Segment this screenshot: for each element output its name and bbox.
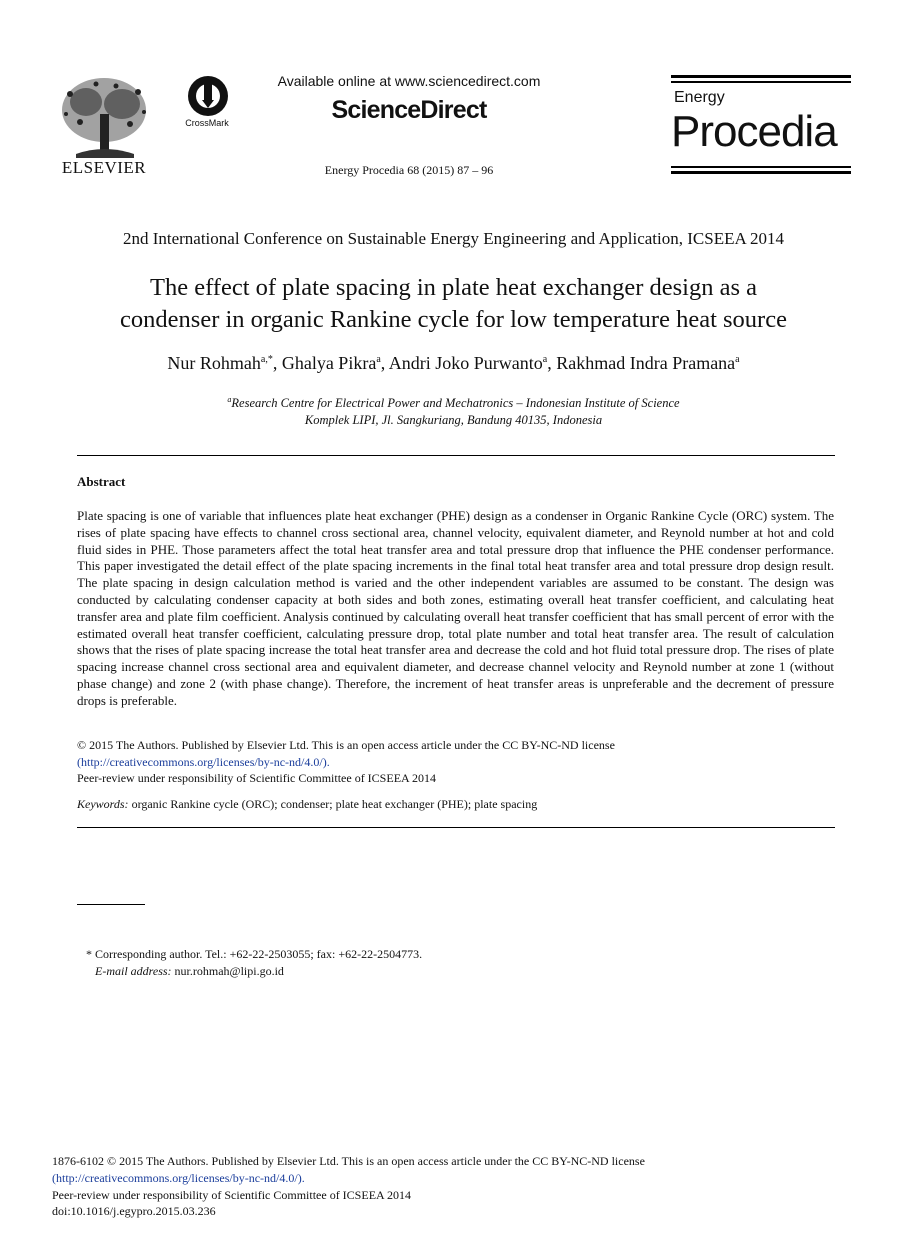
paper-title [60, 272, 847, 336]
affiliation-mark: a [227, 395, 232, 404]
license-text: © 2015 The Authors. Published by Elsevier Ltd. This is an open access article under the CC BY-NC-ND license [77, 738, 615, 752]
elsevier-wordmark: ELSEVIER [61, 158, 147, 177]
author-separator: , [272, 353, 282, 373]
author-name: Rakhmad Indra Pramana [556, 353, 736, 373]
author-separator: , [547, 353, 557, 373]
journal-name-small: Energy [674, 89, 725, 106]
license-block [77, 737, 834, 787]
paper-title-line2: condenser in organic Rankine cycle for low temperature heat source [120, 306, 787, 333]
author-separator: , [380, 353, 389, 373]
paper-title-line1: The effect of plate spacing in plate heat exchanger design as a [149, 274, 757, 301]
crossmark-label: CrossMark [185, 118, 229, 128]
footnote [86, 946, 826, 979]
author-affiliation-mark: a [542, 354, 548, 365]
author-affiliation-mark: a [735, 354, 740, 365]
abstract-heading: Abstract [77, 474, 126, 489]
affiliation-line2: Komplek LIPI, Jl. Sangkuriang, Bandung 40135, Indonesia [304, 413, 603, 428]
author-list [50, 353, 857, 374]
journal-name-large: Procedia [671, 107, 837, 156]
footnote-rule [77, 904, 145, 905]
email-address[interactable]: nur.rohmah@lipi.go.id [171, 963, 284, 978]
abstract-top-rule [77, 455, 835, 456]
author-affiliation-mark: a [376, 354, 381, 365]
email-label: E-mail address: [95, 963, 172, 978]
bottom-license-link[interactable]: (http://creativecommons.org/licenses/by-nc-nd/4.0/). [52, 1170, 305, 1185]
bottom-peer-review: Peer-review under responsibility of Scientific Committee of ICSEEA 2014 [52, 1187, 412, 1202]
corresponding-author: * Corresponding author. Tel.: +62-22-2503055; fax: +62-22-2504773. [86, 947, 423, 961]
abstract-bottom-rule [77, 827, 835, 828]
author-name: Ghalya Pikra [281, 353, 377, 373]
available-online-text: Available online at www.sciencedirect.com [277, 73, 541, 89]
keywords [77, 797, 834, 812]
author-affiliation-mark: a,* [260, 354, 273, 365]
energy-procedia-logo [671, 75, 851, 177]
keywords-label: Keywords: [77, 797, 129, 811]
keywords-list: organic Rankine cycle (ORC); condenser; plate heat exchanger (PHE); plate spacing [128, 797, 538, 811]
author-name: Andri Joko Purwanto [388, 353, 543, 373]
abstract-body: Plate spacing is one of variable that influences plate heat exchanger (PHE) design as a condenser in Organic Rankine Cycle (ORC) system. The rises of plate spacing have effects to channel cross sectional area, channel velocity, equivalent diameter, and Reynold number at hot and cold fluid sides in PHE. Those parameters affect the total heat transfer area and total pressure drop that influence the PHE condenser performance. This paper investigated the detail effect of the plate spacing increments in the final total heat transfer area and total pressure drop design result. The plate spacing in design calculation method is varied and the other independent variables are assumed to be constant. The design was conducted by calculating condenser capacity at both sides and both zones, estimating overall heat transfer coefficient, and calculating heat transfer area and plate film coefficient. Analysis continued by calculating overall heat transfer coefficient that has small percent of error with the estimated overall heat transfer coefficient, calculating pressure drop, total plate number and total heat transfer area. The result of calculation shows that the rises of plate spacing increase the total heat transfer area and decrease the cold and hot fluid total pressure drop. The rises of plate spacing increase channel cross sectional area and equivalent diameter, and decrease channel velocity and Reynold number at zone 1 (without phase change) and zone 2 (with phase change). Therefore, the increment of heat transfer areas is unpreferable and the decrement of pressure drops is preferable. [77, 508, 834, 708]
issn-license-text: 1876-6102 © 2015 The Authors. Published by Elsevier Ltd. This is an open access article under the CC BY-NC-ND license [52, 1154, 645, 1168]
conference-name: 2nd International Conference on Sustainable Energy Engineering and Application, ICSEEA 2014 [122, 229, 785, 248]
affiliation-line1: Research Centre for Electrical Power and Mechatronics – Indonesian Institute of Science [231, 396, 680, 411]
peer-review-text: Peer-review under responsibility of Scientific Committee of ICSEEA 2014 [77, 771, 437, 785]
license-link[interactable]: (http://creativecommons.org/licenses/by-nc-nd/4.0/). [77, 754, 330, 769]
affiliation [50, 391, 857, 429]
author-name: Nur Rohmah [167, 353, 261, 373]
doi[interactable]: doi:10.1016/j.egypro.2015.03.236 [52, 1204, 216, 1219]
journal-citation: Energy Procedia 68 (2015) 87 – 96 [324, 163, 494, 177]
sciencedirect-wordmark[interactable]: ScienceDirect [331, 96, 487, 124]
bottom-notice [52, 1153, 852, 1220]
